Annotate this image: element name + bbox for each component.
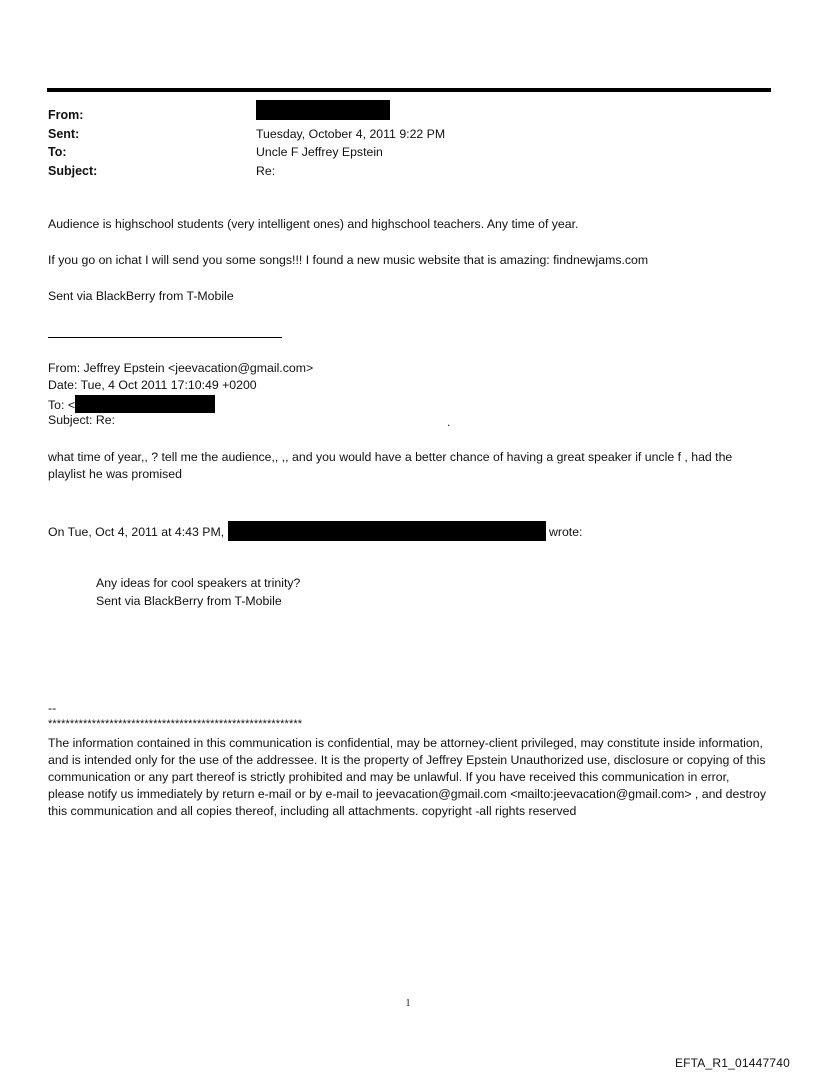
subject-value: Re: bbox=[256, 163, 276, 178]
header-rule bbox=[47, 88, 771, 92]
quoted-message: what time of year,, ? tell me the audience,, ,, and you would have a better chance of having a great speaker if uncle f , had the playlist he was promised bbox=[48, 450, 733, 481]
quoted-from: From: Jeffrey Epstein <jeevacation@gmail.com> bbox=[48, 361, 314, 375]
on-wrote-suffix: wrote: bbox=[548, 525, 583, 539]
to-label: To: bbox=[48, 145, 67, 159]
confidentiality-disclaimer: The information contained in this communication is confidential, may be attorney-client privileged, may constitute inside information, and is intended only for the use of the addressee. It is the property of Jeffrey Epstein Unauthorized use, disclosure or copying of this communication or any part thereof is strictly prohibited and may be unlawful. If you have received this communication in error, please notify us immediately by return e-mail or by e-mail to jeevacation@gmail.com <mailto:jeevacation@gmail.com> , and destroy this communication and all copies thereof, including all attachments. copyright -all rights reserved bbox=[48, 736, 767, 818]
redaction-box bbox=[75, 395, 215, 413]
from-value bbox=[256, 100, 390, 125]
sent-value: Tuesday, October 4, 2011 9:22 PM bbox=[256, 126, 446, 141]
body-line-ichat: If you go on ichat I will send you some songs!!! I found a new music website that is amazing: findnewjams.com bbox=[48, 253, 649, 267]
on-wrote-line bbox=[48, 521, 582, 541]
page-number: 1 bbox=[405, 998, 411, 1009]
footer-dashes: -- bbox=[48, 701, 57, 715]
redaction-box bbox=[256, 100, 390, 120]
separator-line bbox=[48, 337, 282, 338]
footer-stars: ********************************************************** bbox=[48, 718, 303, 730]
to-value: Uncle F Jeffrey Epstein bbox=[256, 145, 383, 159]
stray-dot: . bbox=[447, 415, 451, 429]
body-signature: Sent via BlackBerry from T-Mobile bbox=[48, 289, 234, 303]
redaction-box bbox=[228, 521, 546, 541]
quoted-date: Date: Tue, 4 Oct 2011 17:10:49 +0200 bbox=[48, 378, 257, 392]
subject-label: Subject: bbox=[48, 163, 98, 178]
on-wrote-prefix: On Tue, Oct 4, 2011 at 4:43 PM, bbox=[48, 525, 225, 539]
sent-label: Sent: bbox=[48, 126, 80, 141]
from-label: From: bbox=[48, 108, 84, 122]
inner-message-line2: Sent via BlackBerry from T-Mobile bbox=[96, 594, 282, 608]
quoted-subject: Subject: Re: bbox=[48, 413, 115, 427]
inner-message-line1: Any ideas for cool speakers at trinity? bbox=[96, 576, 301, 590]
quoted-to-prefix: To: < bbox=[48, 398, 76, 412]
bates-number: EFTA_R1_01447740 bbox=[674, 1056, 790, 1070]
body-line-audience: Audience is highschool students (very intelligent ones) and highschool teachers. Any time of year. bbox=[48, 217, 579, 231]
